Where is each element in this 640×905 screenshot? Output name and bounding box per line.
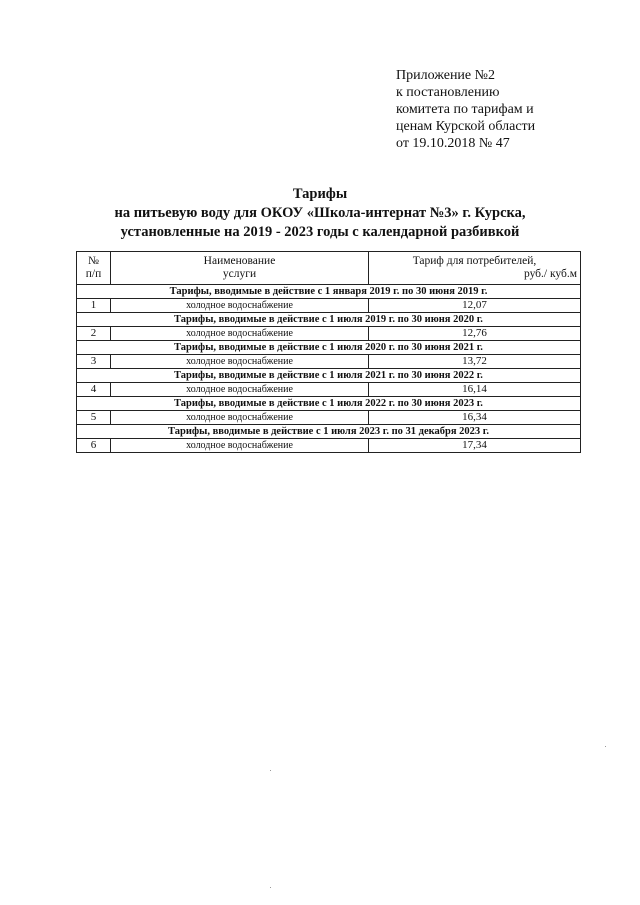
header-num-line2: п/п xyxy=(85,268,102,280)
period-row xyxy=(77,313,581,327)
period-row xyxy=(77,285,581,299)
row-num: 6 xyxy=(77,439,111,453)
table-row xyxy=(77,327,581,341)
header-tariff-line1: Тариф для потребителей, xyxy=(412,255,537,267)
header-tariff-line2: руб./ куб.м xyxy=(523,268,577,280)
tariff-table xyxy=(76,251,581,453)
table-header-row xyxy=(77,252,581,285)
row-num: 4 xyxy=(77,383,111,397)
period-label: Тарифы, вводимые в действие с 1 июля 2019 г. по 30 июня 2020 г. xyxy=(77,313,581,327)
period-label: Тарифы, вводимые в действие с 1 июля 2021 г. по 30 июня 2022 г. xyxy=(77,369,581,383)
period-label: Тарифы, вводимые в действие с 1 июля 2022 г. по 30 июня 2023 г. xyxy=(77,397,581,411)
header-num xyxy=(77,252,111,285)
table-row xyxy=(77,355,581,369)
row-service: холодное водоснабжение xyxy=(111,383,369,397)
header-tariff xyxy=(369,252,581,285)
header-num-line1: № xyxy=(88,255,99,267)
period-row xyxy=(77,341,581,355)
row-tariff: 13,72 xyxy=(369,355,581,369)
scan-speck xyxy=(270,770,271,771)
table-row xyxy=(77,411,581,425)
appendix-line: к постановлению xyxy=(396,85,500,100)
appendix-note xyxy=(396,67,616,152)
appendix-line: Приложение №2 xyxy=(396,68,495,83)
document-title xyxy=(60,185,580,242)
header-name-line2: услуги xyxy=(222,268,257,280)
row-num: 3 xyxy=(77,355,111,369)
row-service: холодное водоснабжение xyxy=(111,411,369,425)
row-tariff: 17,34 xyxy=(369,439,581,453)
appendix-line: ценам Курской области xyxy=(396,119,536,134)
title-line-3: установленные на 2019 - 2023 годы с календарной разбивкой xyxy=(120,224,520,240)
table-row xyxy=(77,299,581,313)
scan-speck xyxy=(605,746,606,747)
row-service: холодное водоснабжение xyxy=(111,439,369,453)
title-line-2: на питьевую воду для ОКОУ «Школа-интернат №3» г. Курска, xyxy=(114,205,526,221)
row-num: 1 xyxy=(77,299,111,313)
header-name-line1: Наименование xyxy=(203,255,276,267)
row-tariff: 12,76 xyxy=(369,327,581,341)
row-tariff: 12,07 xyxy=(369,299,581,313)
row-tariff: 16,14 xyxy=(369,383,581,397)
row-service: холодное водоснабжение xyxy=(111,327,369,341)
period-label: Тарифы, вводимые в действие с 1 июля 2023 г. по 31 декабря 2023 г. xyxy=(77,425,581,439)
period-row xyxy=(77,369,581,383)
row-num: 5 xyxy=(77,411,111,425)
period-row xyxy=(77,397,581,411)
row-tariff: 16,34 xyxy=(369,411,581,425)
row-service: холодное водоснабжение xyxy=(111,299,369,313)
row-service: холодное водоснабжение xyxy=(111,355,369,369)
table-row xyxy=(77,439,581,453)
period-row xyxy=(77,425,581,439)
appendix-line: от 19.10.2018 № 47 xyxy=(396,136,510,151)
row-num: 2 xyxy=(77,327,111,341)
header-name xyxy=(111,252,369,285)
scan-speck xyxy=(270,887,271,888)
table-row xyxy=(77,383,581,397)
appendix-line: комитета по тарифам и xyxy=(396,102,534,117)
title-line-1: Тарифы xyxy=(292,186,348,202)
period-label: Тарифы, вводимые в действие с 1 января 2019 г. по 30 июня 2019 г. xyxy=(77,285,581,299)
period-label: Тарифы, вводимые в действие с 1 июля 2020 г. по 30 июня 2021 г. xyxy=(77,341,581,355)
